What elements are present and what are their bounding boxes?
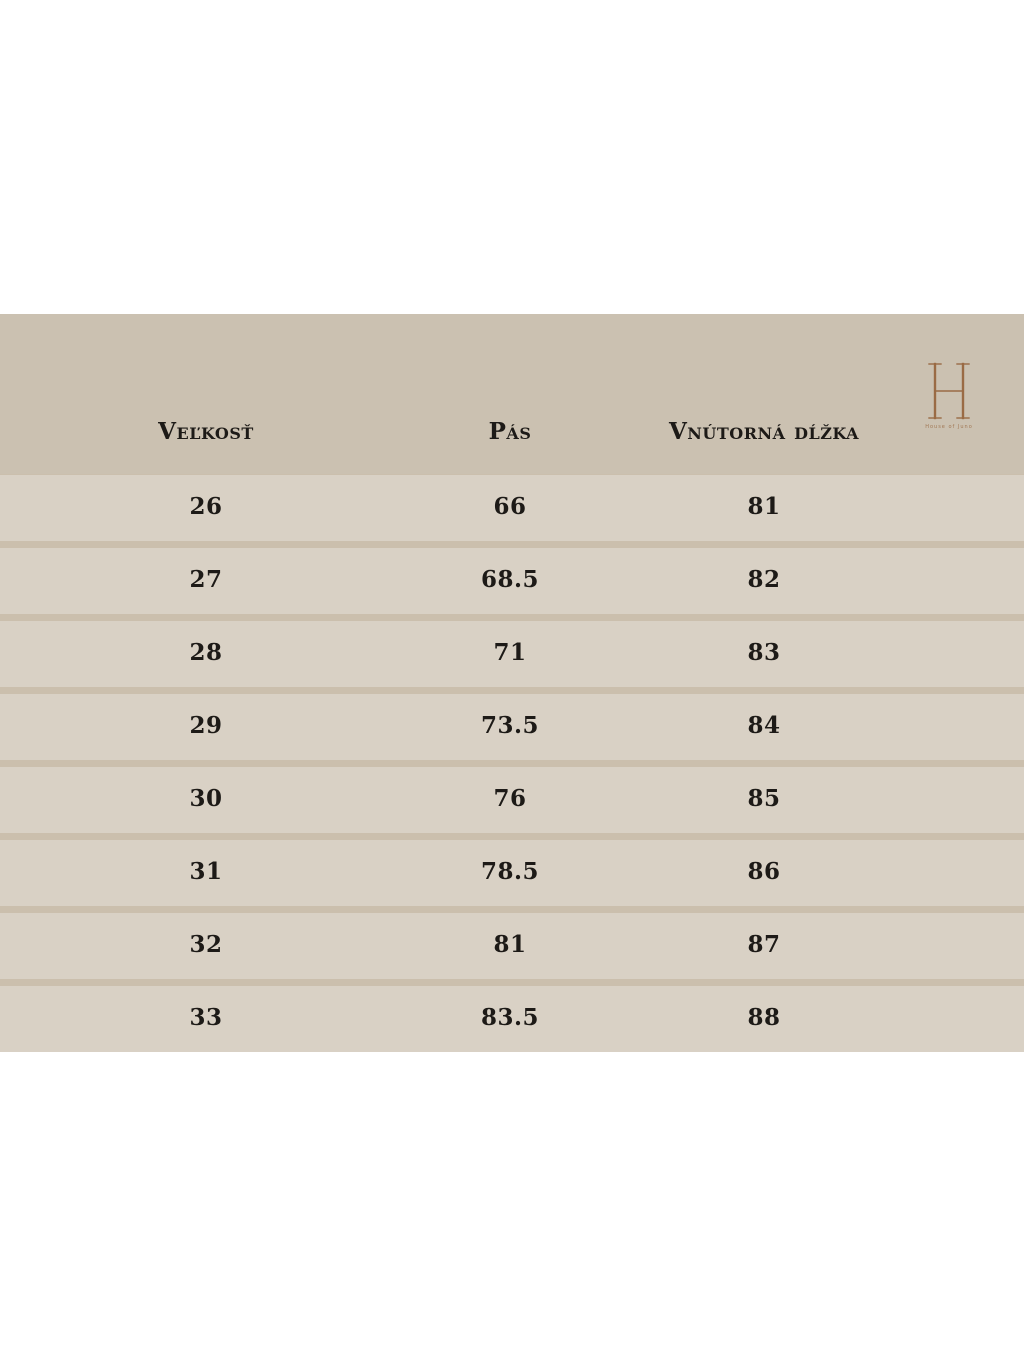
- cell-waist: 78.5: [480, 858, 540, 885]
- table-row: [0, 913, 1024, 979]
- cell-waist: 81: [493, 931, 527, 958]
- table-row: [0, 840, 1024, 906]
- table-header: [0, 314, 1024, 474]
- cell-inseam: 83: [747, 639, 781, 666]
- cell-inseam: 87: [747, 931, 781, 958]
- cell-waist: 68.5: [480, 566, 540, 593]
- brand-logo-subtitle: House of Juno: [925, 424, 973, 430]
- cell-size: 29: [189, 712, 223, 739]
- cell-waist: 83.5: [480, 1004, 540, 1031]
- cell-size: 30: [189, 785, 223, 812]
- cell-size: 28: [189, 639, 223, 666]
- cell-inseam: 81: [747, 493, 781, 520]
- header-waist: Pás: [488, 418, 532, 445]
- cell-waist: 71: [493, 639, 527, 666]
- table-row: [0, 694, 1024, 760]
- header-size: Veľkosť: [158, 418, 254, 445]
- cell-size: 33: [189, 1004, 223, 1031]
- brand-logo: [917, 360, 981, 432]
- table-row: [0, 986, 1024, 1052]
- table-row: [0, 548, 1024, 614]
- brand-logo-mark: [923, 360, 975, 422]
- cell-size: 27: [189, 566, 223, 593]
- cell-size: 32: [189, 931, 223, 958]
- size-table: [0, 314, 1024, 1052]
- cell-waist: 76: [493, 785, 527, 812]
- cell-inseam: 88: [747, 1004, 781, 1031]
- header-inseam: Vnútorná dĺžka: [668, 418, 860, 445]
- table-row: [0, 767, 1024, 833]
- table-row: [0, 621, 1024, 687]
- cell-inseam: 86: [747, 858, 781, 885]
- cell-inseam: 82: [747, 566, 781, 593]
- cell-size: 26: [189, 493, 223, 520]
- cell-waist: 73.5: [480, 712, 540, 739]
- table-row: [0, 475, 1024, 541]
- cell-inseam: 84: [747, 712, 781, 739]
- cell-size: 31: [189, 858, 223, 885]
- cell-waist: 66: [493, 493, 527, 520]
- cell-inseam: 85: [747, 785, 781, 812]
